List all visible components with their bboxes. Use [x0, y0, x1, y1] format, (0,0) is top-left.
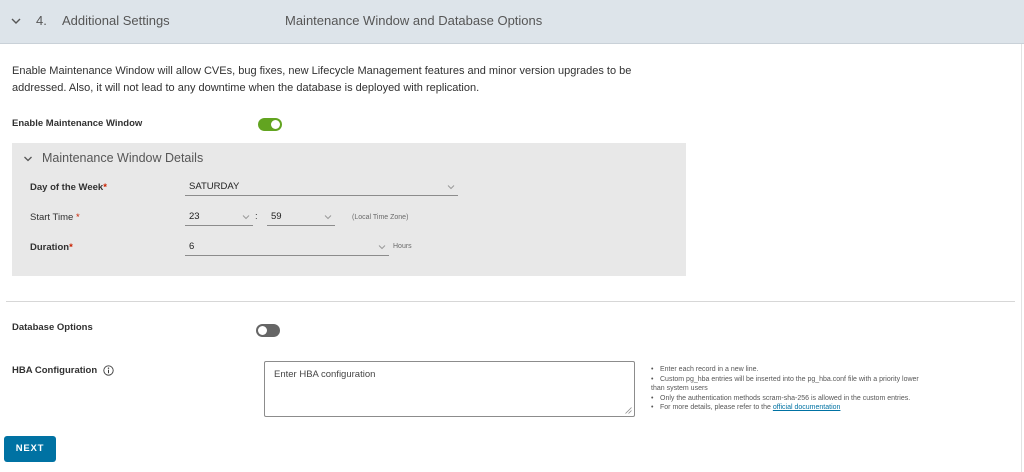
day-of-week-label: [30, 182, 107, 193]
resize-handle-icon[interactable]: [625, 407, 632, 414]
duration-label: [30, 242, 73, 253]
maintenance-window-toggle[interactable]: [258, 118, 282, 131]
day-of-week-value: SATURDAY: [189, 181, 240, 192]
help-note-text: Custom pg_hba entries will be inserted into the pg_hba.conf file with a priority lower: [660, 375, 919, 383]
start-time-label-text: Start Time: [30, 212, 74, 223]
duration-unit: Hours: [393, 243, 412, 250]
step-number: 4.: [36, 13, 47, 28]
help-note: • Enter each record in a new line.: [651, 366, 759, 373]
start-minute-select[interactable]: [267, 210, 335, 226]
required-mark: *: [75, 212, 80, 223]
time-separator: :: [255, 211, 258, 222]
maintenance-details-panel: [12, 143, 686, 276]
start-hour-value: 23: [189, 211, 200, 222]
hba-config-label: HBA Configuration: [12, 365, 98, 376]
time-zone-hint: (Local Time Zone): [352, 214, 409, 221]
database-options-toggle[interactable]: [256, 324, 280, 337]
duration-value: 6: [189, 241, 195, 252]
section-divider: [6, 301, 1015, 302]
toggle-knob: [258, 326, 267, 335]
intro-text: Enable Maintenance Window will allow CVEs, bug fixes, new Lifecycle Management features and minor version upgrades to be addressed. Also, it will not lead to any downtime when the database is deployed with replication.: [12, 65, 632, 94]
help-note-text: than system users: [651, 385, 708, 392]
required-mark: *: [103, 182, 107, 193]
start-time-label: [30, 212, 80, 223]
hba-config-textarea[interactable]: [264, 361, 635, 417]
chevron-down-icon[interactable]: [10, 15, 22, 27]
day-label-text: Day of the Week: [30, 182, 104, 193]
help-note-text: Only the authentication methods scram-sha-256 is allowed in the custom entries.: [660, 394, 911, 402]
help-note-continued: [651, 384, 1011, 394]
maintenance-toggle-label: Enable Maintenance Window: [12, 118, 143, 129]
required-mark: *: [69, 242, 73, 253]
duration-label-text: Duration: [30, 242, 70, 253]
official-documentation-link[interactable]: official documentation: [772, 404, 841, 411]
chevron-down-icon: [447, 183, 455, 191]
step-header[interactable]: [0, 0, 1024, 44]
start-hour-select[interactable]: [185, 210, 253, 226]
start-minute-value: 59: [271, 211, 282, 222]
database-options-label: Database Options: [12, 322, 93, 333]
toggle-knob: [271, 120, 280, 129]
day-of-week-select[interactable]: [185, 180, 458, 196]
help-note: • Custom pg_hba entries will be inserted into the pg_hba.conf file with a priority lower: [651, 375, 919, 383]
help-note-text: For more details, please refer to the: [660, 404, 771, 411]
chevron-down-icon: [242, 213, 250, 221]
step-title: Additional Settings: [62, 13, 170, 28]
hba-help-notes: [651, 365, 1011, 413]
chevron-down-icon: [378, 243, 386, 251]
info-icon[interactable]: [103, 365, 114, 376]
hba-placeholder: Enter HBA configuration: [274, 369, 376, 380]
duration-select[interactable]: [185, 240, 389, 256]
next-button[interactable]: NEXT: [4, 436, 56, 462]
help-note-text: Enter each record in a new line.: [660, 366, 759, 373]
chevron-down-icon[interactable]: [23, 154, 33, 164]
details-title: Maintenance Window Details: [42, 151, 204, 165]
chevron-down-icon: [324, 213, 332, 221]
help-note: • Only the authentication methods scram-sha-256 is allowed in the custom entries.: [651, 394, 911, 402]
right-border: [1021, 44, 1022, 472]
step-description: Maintenance Window and Database Options: [285, 13, 543, 28]
help-note: • For more details, please refer to the official documentation: [651, 404, 841, 411]
